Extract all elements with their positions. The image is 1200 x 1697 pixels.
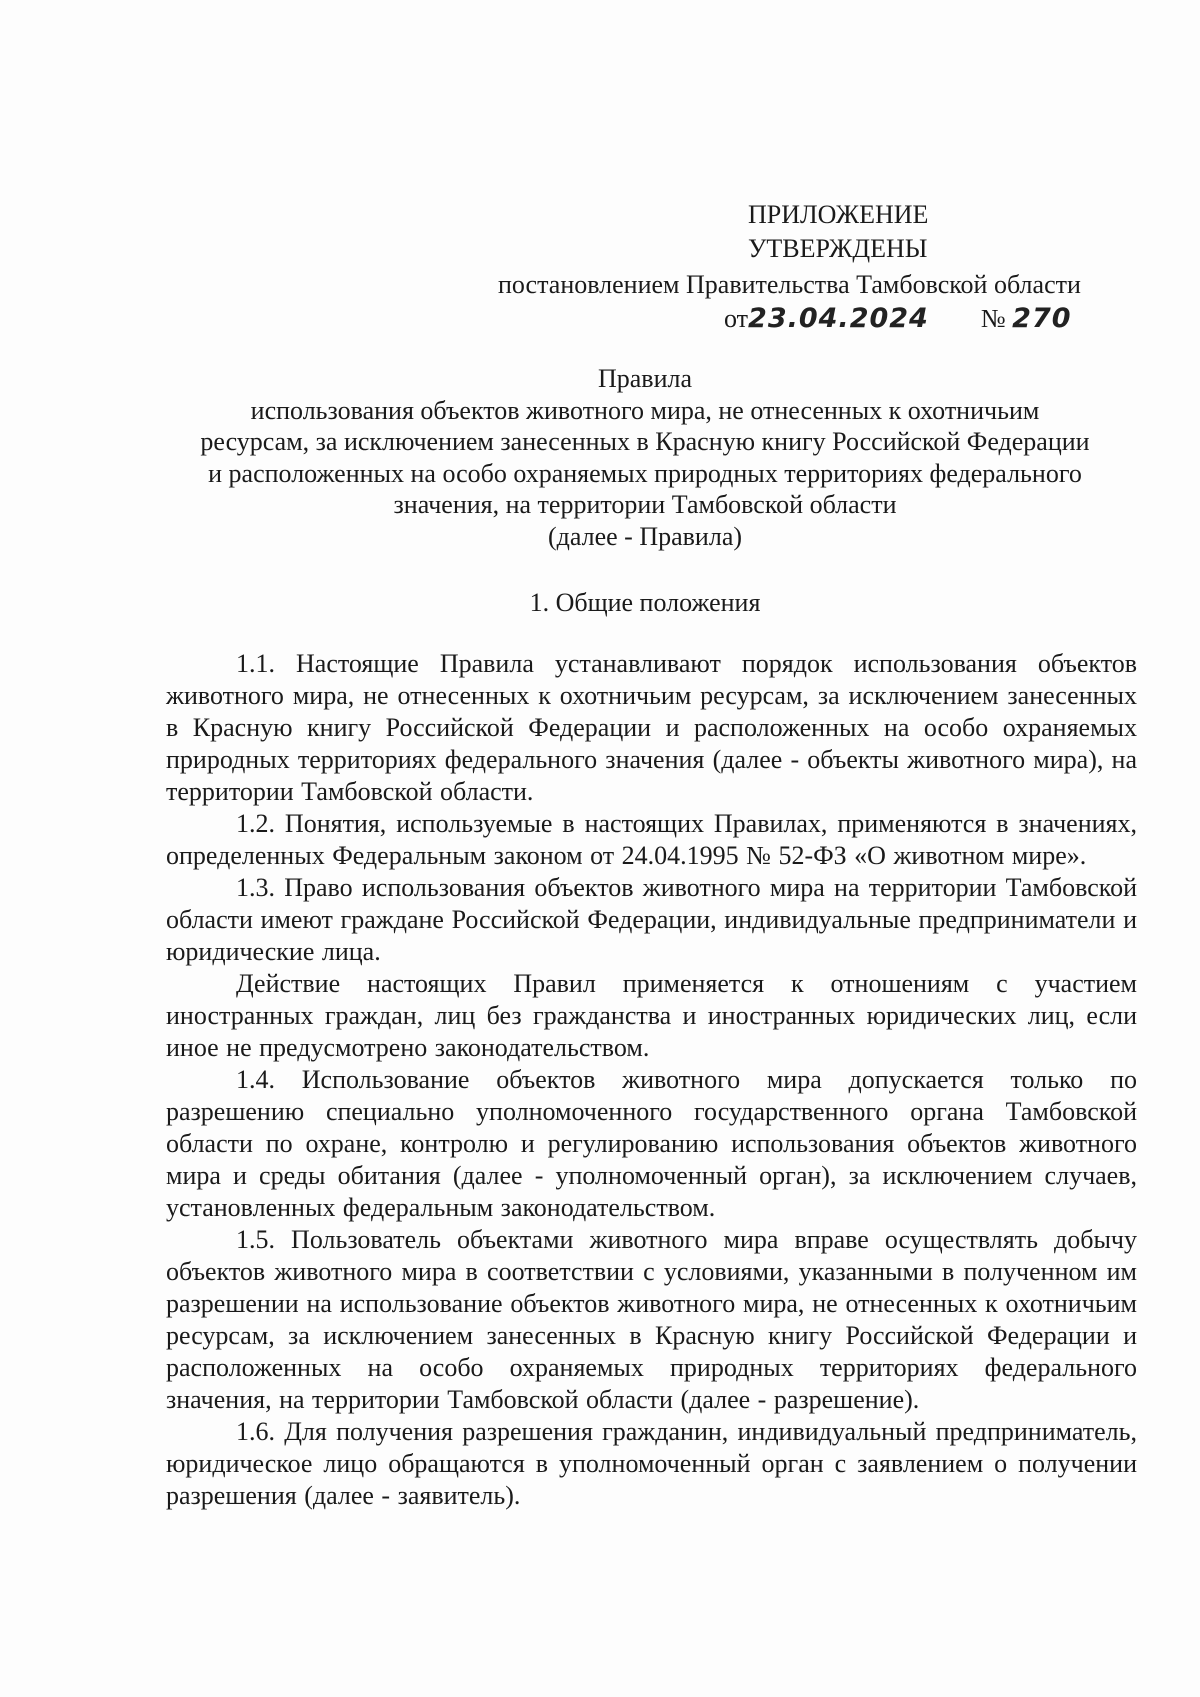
date-number-line xyxy=(724,302,1072,336)
date-prefix: от xyxy=(724,304,749,333)
paragraph-1-3-cont: Действие настоящих Правил применяется к отношениям с участием иностранных граждан, лиц без гражданства и иностранных юридических лиц, если иное не предусмотрено законодательством. xyxy=(166,969,1137,1062)
document-title xyxy=(150,363,1140,552)
title-line: и расположенных на особо охраняемых природных территориях федерального xyxy=(208,458,1082,488)
section-heading: 1. Общие положения xyxy=(529,588,761,617)
handwritten-date: 23.04.2024 xyxy=(748,303,929,334)
paragraph-1-2: 1.2. Понятия, используемые в настоящих Правилах, применяются в значениях, определенных Федеральным законом от 24.04.1995 № 52-ФЗ «О животном мире». xyxy=(166,809,1137,870)
number-prefix: № xyxy=(980,304,1006,333)
title-line: значения, на территории Тамбовской области xyxy=(393,490,897,519)
resolution-label: постановлением Правительства Тамбовской области xyxy=(498,270,1081,299)
appendix-label: ПРИЛОЖЕНИЕ xyxy=(748,200,929,229)
title-line: (далее - Правила) xyxy=(547,521,743,551)
paragraph-1-4: 1.4. Использование объектов животного мира допускается только по разрешению специально уполномоченного государственного органа Тамбовской области по охране, контролю и регулированию использования объектов животного мира и среды обитания (далее - уполномоченный орган), за исключением случаев, установленных федеральным законодательством. xyxy=(166,1065,1137,1222)
paragraph-1-5: 1.5. Пользователь объектами животного мира вправе осуществлять добычу объектов животного мира в соответствии с условиями, указанными в полученном им разрешении на использование объектов животного мира, не отнесенных к охотничьим ресурсам, за исключением занесенных в Красную книгу Российской Федерации и расположенных на особо охраняемых природных территориях федерального значения, на территории Тамбовской области (далее - разрешение). xyxy=(166,1225,1137,1414)
paragraph-1-1: 1.1. Настоящие Правила устанавливают порядок использования объектов животного мира, не отнесенных к охотничьим ресурсам, за исключением занесенных в Красную книгу Российской Федерации и расположенных на особо охраняемых природных территориях федерального значения (далее - объекты животного мира), на территории Тамбовской области. xyxy=(166,649,1137,806)
title-line: ресурсам, за исключением занесенных в Красную книгу Российской Федерации xyxy=(200,427,1090,456)
handwritten-number: 270 xyxy=(1012,303,1072,334)
paragraph-1-3: 1.3. Право использования объектов животного мира на территории Тамбовской области имеют граждане Российской Федерации, индивидуальные предприниматели и юридические лица. xyxy=(166,873,1137,966)
approved-label: УТВЕРЖДЕНЫ xyxy=(748,234,928,263)
title-line: Правила xyxy=(597,364,693,393)
document-body xyxy=(166,648,1137,1512)
paragraph-1-6: 1.6. Для получения разрешения гражданин, индивидуальный предприниматель, юридическое лицо обращаются в уполномоченный орган с заявлением о получении разрешения (далее - заявитель). xyxy=(166,1417,1137,1510)
title-line: использования объектов животного мира, не отнесенных к охотничьим xyxy=(250,395,1040,425)
